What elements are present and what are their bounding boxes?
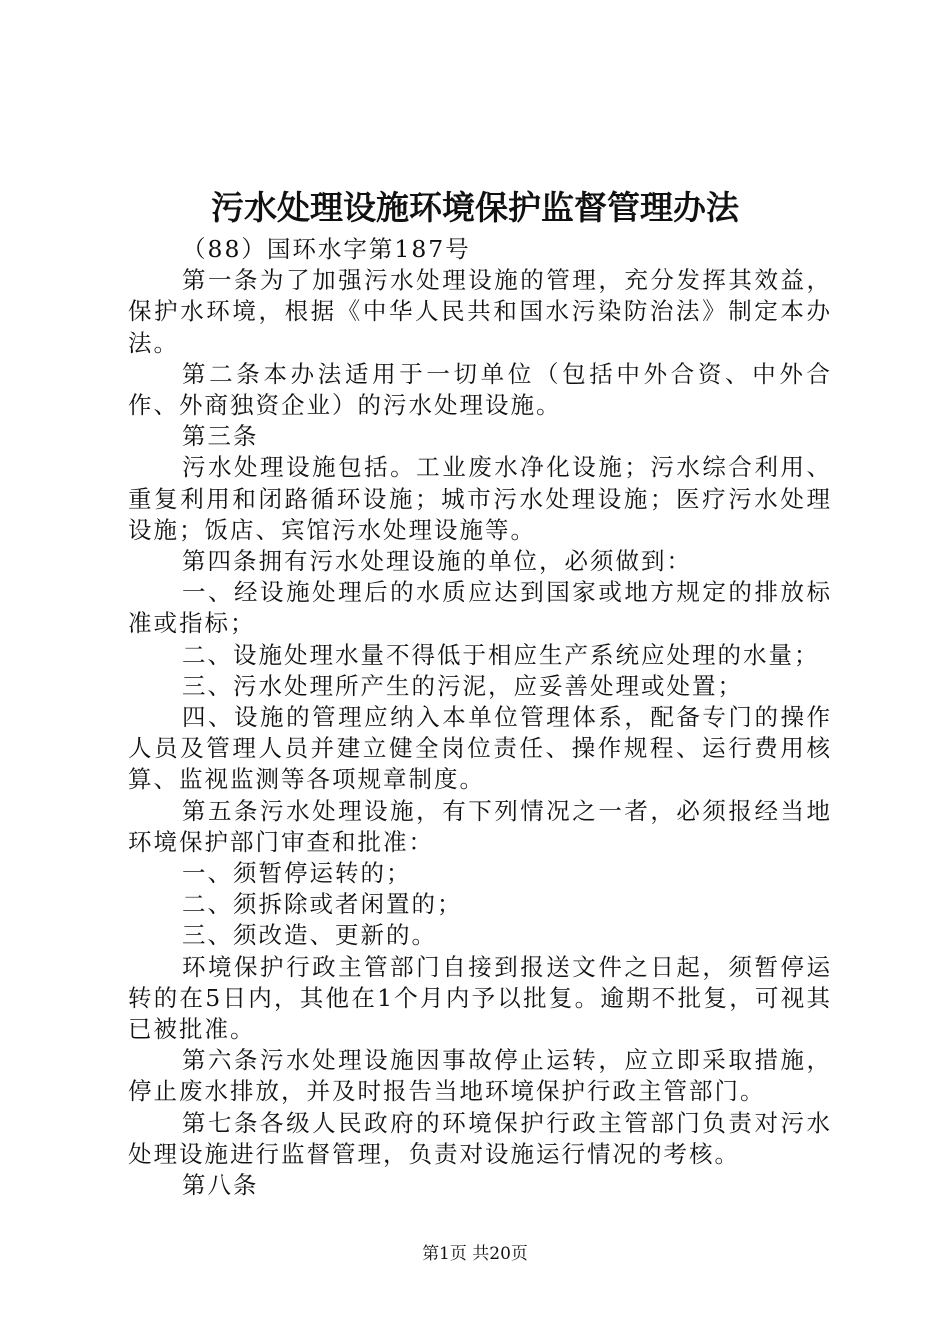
paragraph-article-1: 第一条为了加强污水处理设施的管理，充分发挥其效益，保护水环境，根据《中华人民共和国水污染防治法》制定本办法。 — [128, 266, 832, 357]
paragraph-article-4: 第四条拥有污水处理设施的单位，必须做到： — [182, 547, 692, 576]
paragraph-article-5-item-2: 二、须拆除或者闲置的； — [182, 890, 463, 919]
paragraph-article-6: 第六条污水处理设施因事故停止运转，应立即采取措施，停止废水排放，并及时报告当地环境保护行政主管部门。 — [128, 1046, 832, 1106]
paragraph-article-4-item-2: 二、设施处理水量不得低于相应生产系统应处理的水量； — [182, 640, 820, 669]
paragraph-article-4-item-4: 四、设施的管理应纳入本单位管理体系，配备专门的操作人员及管理人员并建立健全岗位责任、操作规程、运行费用核算、监视监测等各项规章制度。 — [128, 703, 832, 794]
paragraph-article-7: 第七条各级人民政府的环境保护行政主管部门负责对污水处理设施进行监督管理，负责对设施运行情况的考核。 — [128, 1108, 832, 1168]
paragraph-article-5-item-3: 三、须改造、更新的。 — [182, 921, 437, 950]
paragraph-article-5: 第五条污水处理设施，有下列情况之一者，必须报经当地环境保护部门审查和批准： — [128, 796, 832, 856]
paragraph-article-4-item-3: 三、污水处理所产生的污泥，应妥善处理或处置； — [182, 671, 743, 700]
paragraph-article-8-heading: 第八条 — [182, 1171, 259, 1200]
paragraph-article-5-item-1: 一、须暂停运转的； — [182, 859, 412, 888]
page-number-footer: 第1页 共20页 — [422, 1244, 528, 1264]
paragraph-article-3-body: 污水处理设施包括。工业废水净化设施；污水综合利用、重复利用和闭路循环设施；城市污水处理设施；医疗污水处理设施；饭店、宾馆污水处理设施等。 — [128, 453, 832, 544]
paragraph-article-3-heading: 第三条 — [182, 422, 259, 451]
document-body — [128, 234, 832, 1201]
paragraph-article-5-approval: 环境保护行政主管部门自接到报送文件之日起，须暂停运转的在5日内，其他在1个月内予以批复。逾期不批复，可视其已被批准。 — [128, 952, 832, 1044]
document-title: 污水处理设施环境保护监督管理办法 — [211, 188, 739, 227]
document-reference-number: （88）国环水字第187号 — [182, 235, 471, 263]
paragraph-article-2: 第二条本办法适用于一切单位（包括中外合资、中外合作、外商独资企业）的污水处理设施。 — [128, 359, 832, 420]
paragraph-article-4-item-1: 一、经设施处理后的水质应达到国家或地方规定的排放标准或指标； — [128, 578, 832, 638]
